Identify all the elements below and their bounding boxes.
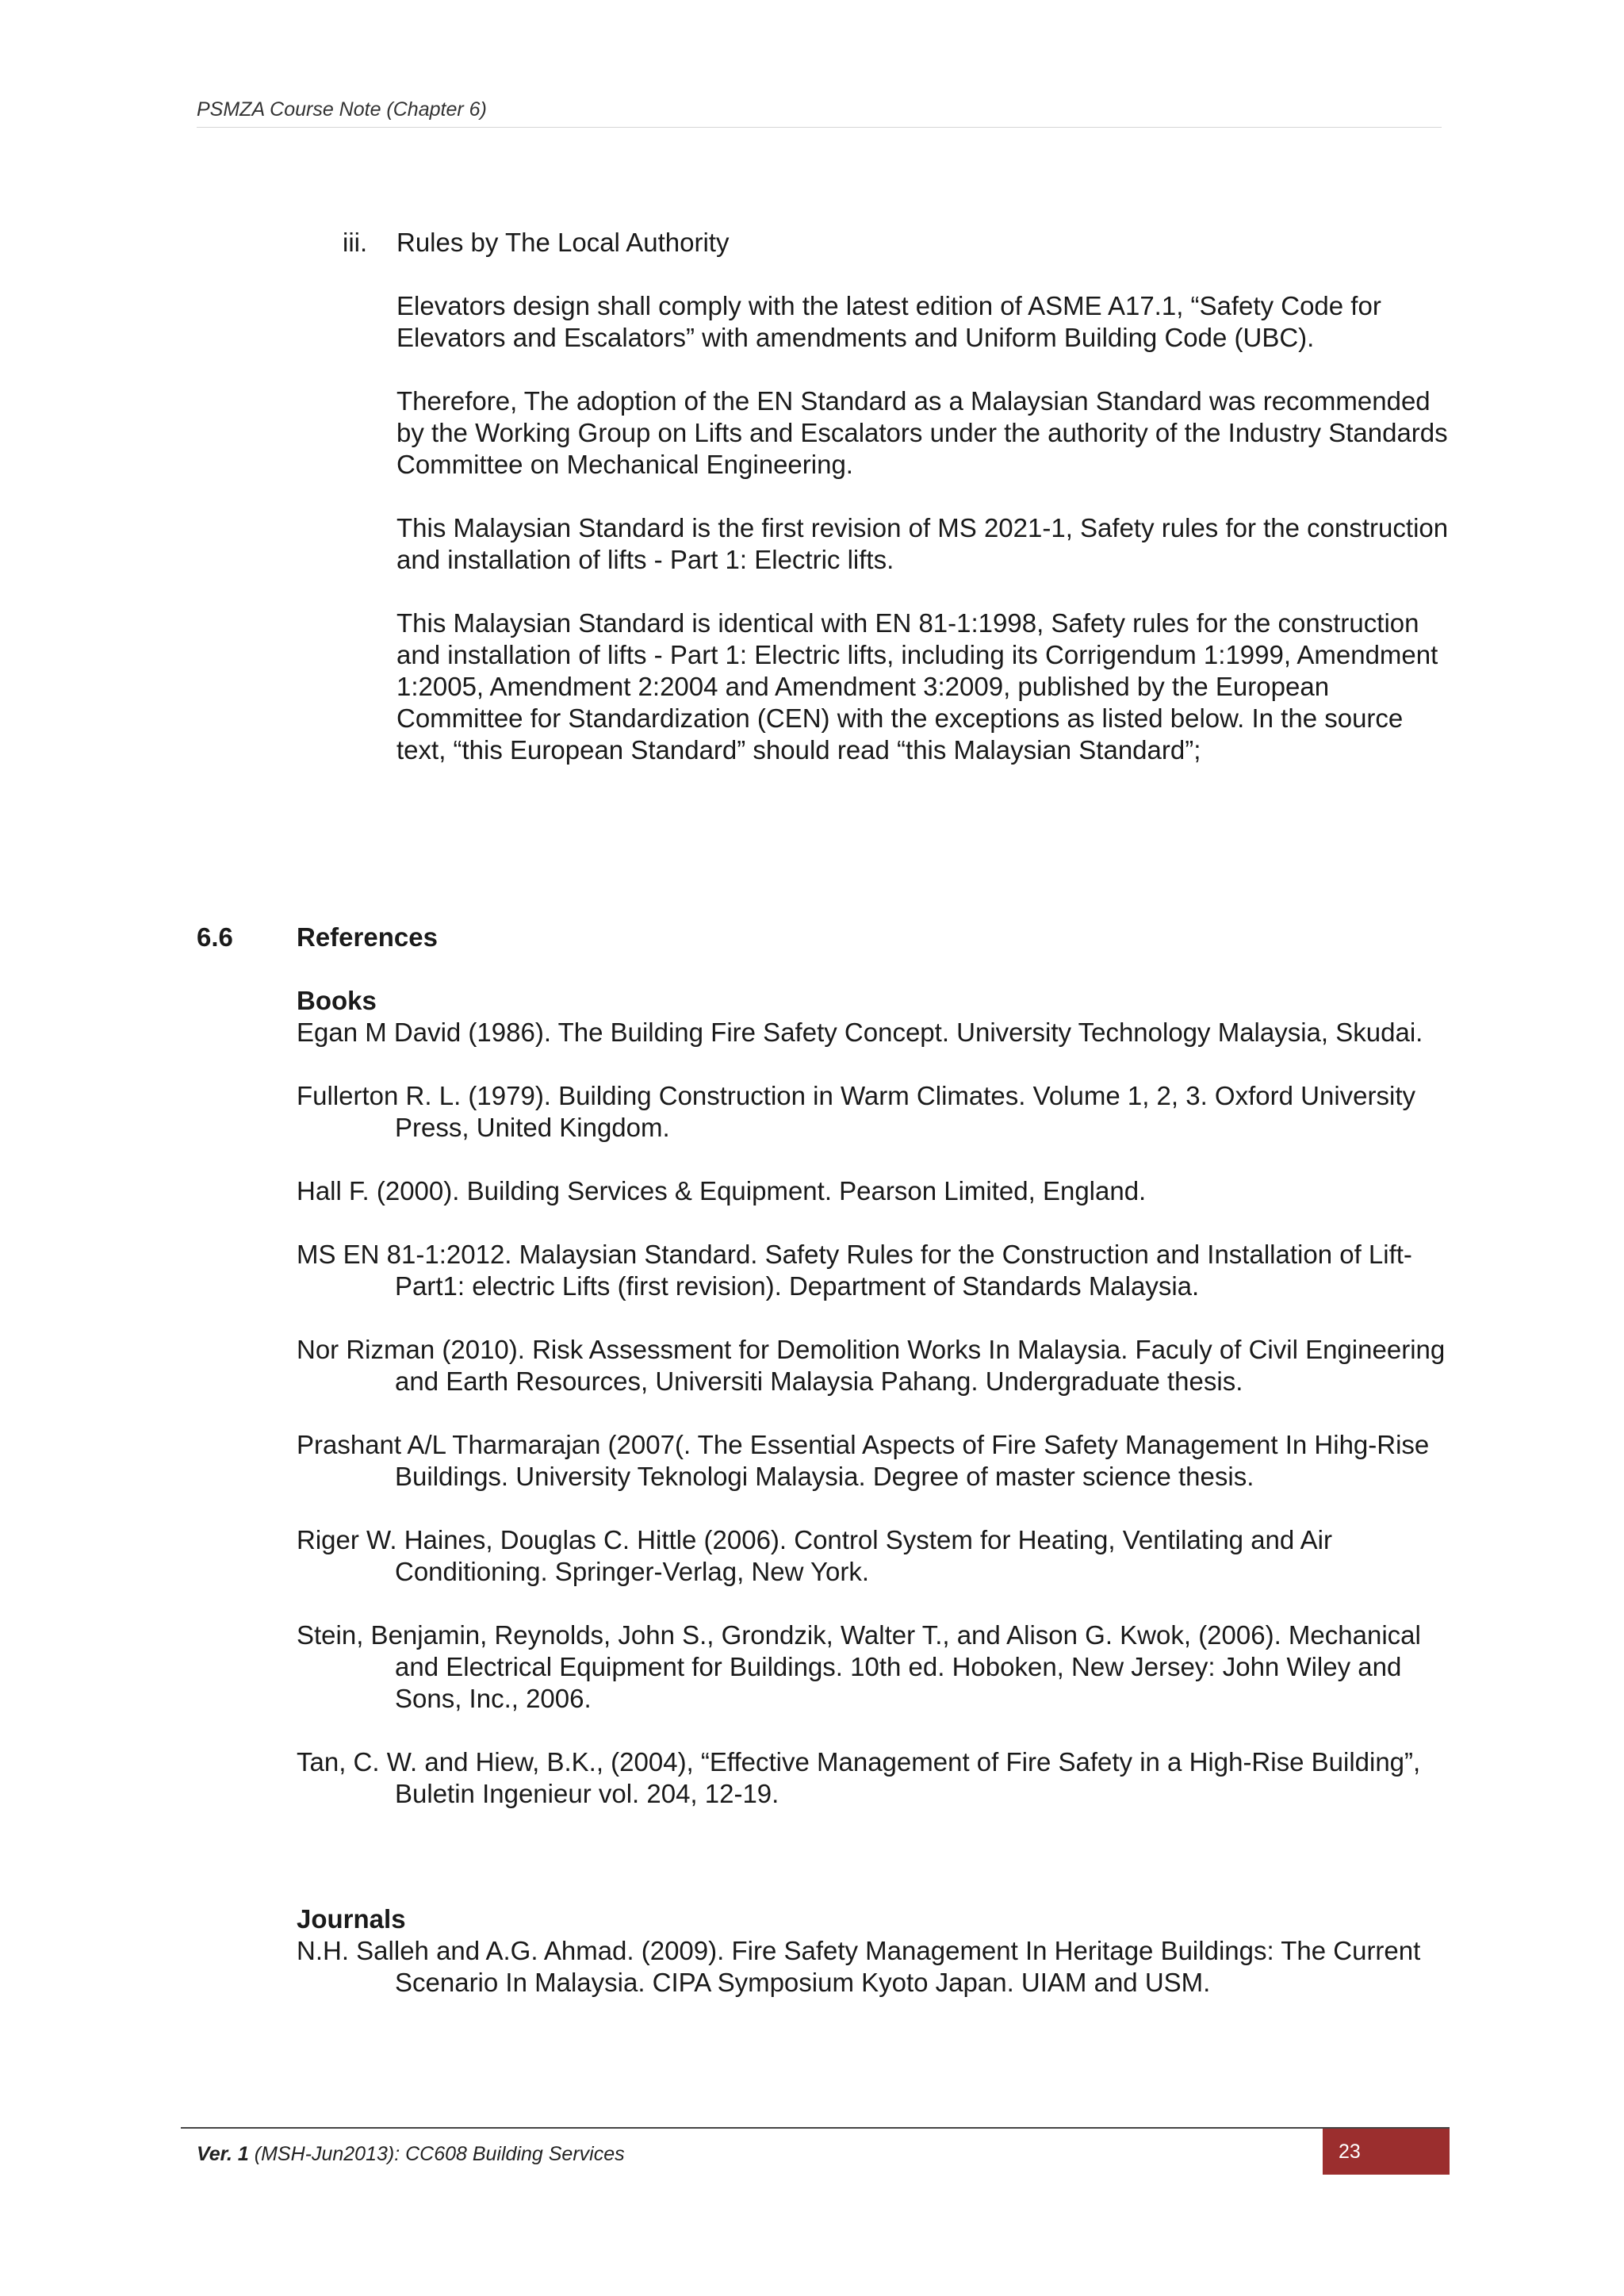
reference-item: Nor Rizman (2010). Risk Assessment for Demolition Works In Malaysia. Faculy of Civil Engineering and Earth Resources, Universiti Malaysia Pahang. Undergraduate thesis.: [297, 1335, 1446, 1396]
paragraph: This Malaysian Standard is the first revision of MS 2021-1, Safety rules for the construction and installation of lifts - Part 1: Electric lifts.: [396, 513, 1449, 574]
reference-item: Riger W. Haines, Douglas C. Hittle (2006). Control System for Heating, Ventilating and Air Conditioning. Springer-Verlag, New York.: [297, 1525, 1332, 1586]
list-marker: iii.: [343, 228, 368, 257]
reference-item: Prashant A/L Tharmarajan (2007(. The Essential Aspects of Fire Safety Management In Hihg-Rise Buildings. University Teknologi Malaysia. Degree of master science thesis.: [297, 1430, 1430, 1491]
reference-item: Hall F. (2000). Building Services & Equipment. Pearson Limited, England.: [297, 1176, 1147, 1205]
references-section: [197, 922, 1450, 1999]
journals-list: [297, 1935, 1450, 1999]
paragraph: Elevators design shall comply with the latest edition of ASME A17.1, “Safety Code for Elevators and Escalators” with amendments and Uniform Building Code (UBC).: [396, 291, 1381, 352]
paragraph: Therefore, The adoption of the EN Standard as a Malaysian Standard was recommended by the Working Group on Lifts and Escalators under the authority of the Industry Standards Committee on Mechanical Engineering.: [396, 386, 1448, 479]
reference-item: Tan, C. W. and Hiew, B.K., (2004), “Effective Management of Fire Safety in a High-Rise Building”, Buletin Ingenieur vol. 204, 12-19.: [297, 1747, 1421, 1808]
list-heading-text: Rules by The Local Authority: [396, 228, 730, 257]
list-item-heading: [343, 227, 1453, 259]
footer-course: (MSH-Jun2013): CC608 Building Services: [248, 2143, 625, 2165]
list-item-body: [396, 290, 1451, 766]
footer-version: Ver. 1: [197, 2143, 249, 2165]
journals-heading: Journals: [297, 1904, 406, 1934]
reference-item: Stein, Benjamin, Reynolds, John S., Grondzik, Walter T., and Alison G. Kwok, (2006). Mechanical and Electrical Equipment for Buildings. 10th ed. Hoboken, New Jersey: John Wiley and Sons, Inc., 2006.: [297, 1620, 1421, 1713]
header-divider: [197, 127, 1442, 128]
section-title: References: [297, 922, 438, 952]
section-heading: [197, 922, 1450, 953]
books-heading: Books: [297, 986, 377, 1015]
reference-item: Egan M David (1986). The Building Fire Safety Concept. University Technology Malaysia, Skudai.: [297, 1018, 1423, 1047]
books-list: [297, 1017, 1450, 1810]
references-list: [297, 985, 1450, 1999]
footer-text: [197, 2143, 625, 2166]
authority-rules-block: [343, 227, 1453, 766]
page-footer: [181, 2127, 1450, 2175]
reference-item: Fullerton R. L. (1979). Building Construction in Warm Climates. Volume 1, 2, 3. Oxford University Press, United Kingdom.: [297, 1081, 1415, 1142]
page-number: 23: [1323, 2129, 1450, 2175]
section-number: 6.6: [197, 922, 233, 952]
reference-item: MS EN 81-1:2012. Malaysian Standard. Safety Rules for the Construction and Installation of Lift- Part1: electric Lifts (first revision). Department of Standards Malaysia.: [297, 1240, 1412, 1301]
reference-item: N.H. Salleh and A.G. Ahmad. (2009). Fire Safety Management In Heritage Buildings: The Current Scenario In Malaysia. CIPA Symposium Kyoto Japan. UIAM and USM.: [297, 1936, 1421, 1997]
paragraph: This Malaysian Standard is identical with EN 81-1:1998, Safety rules for the construction and installation of lifts - Part 1: Electric lifts, including its Corrigendum 1:1999, Amendment 1:2005, Amendment 2:2004 and Amendment 3:2009, published by the European Committee for Standardization (CEN) with the exceptions as listed below. In the source text, “this European Standard” should read “this Malaysian Standard”;: [396, 608, 1438, 765]
page-header: PSMZA Course Note (Chapter 6): [197, 98, 487, 121]
